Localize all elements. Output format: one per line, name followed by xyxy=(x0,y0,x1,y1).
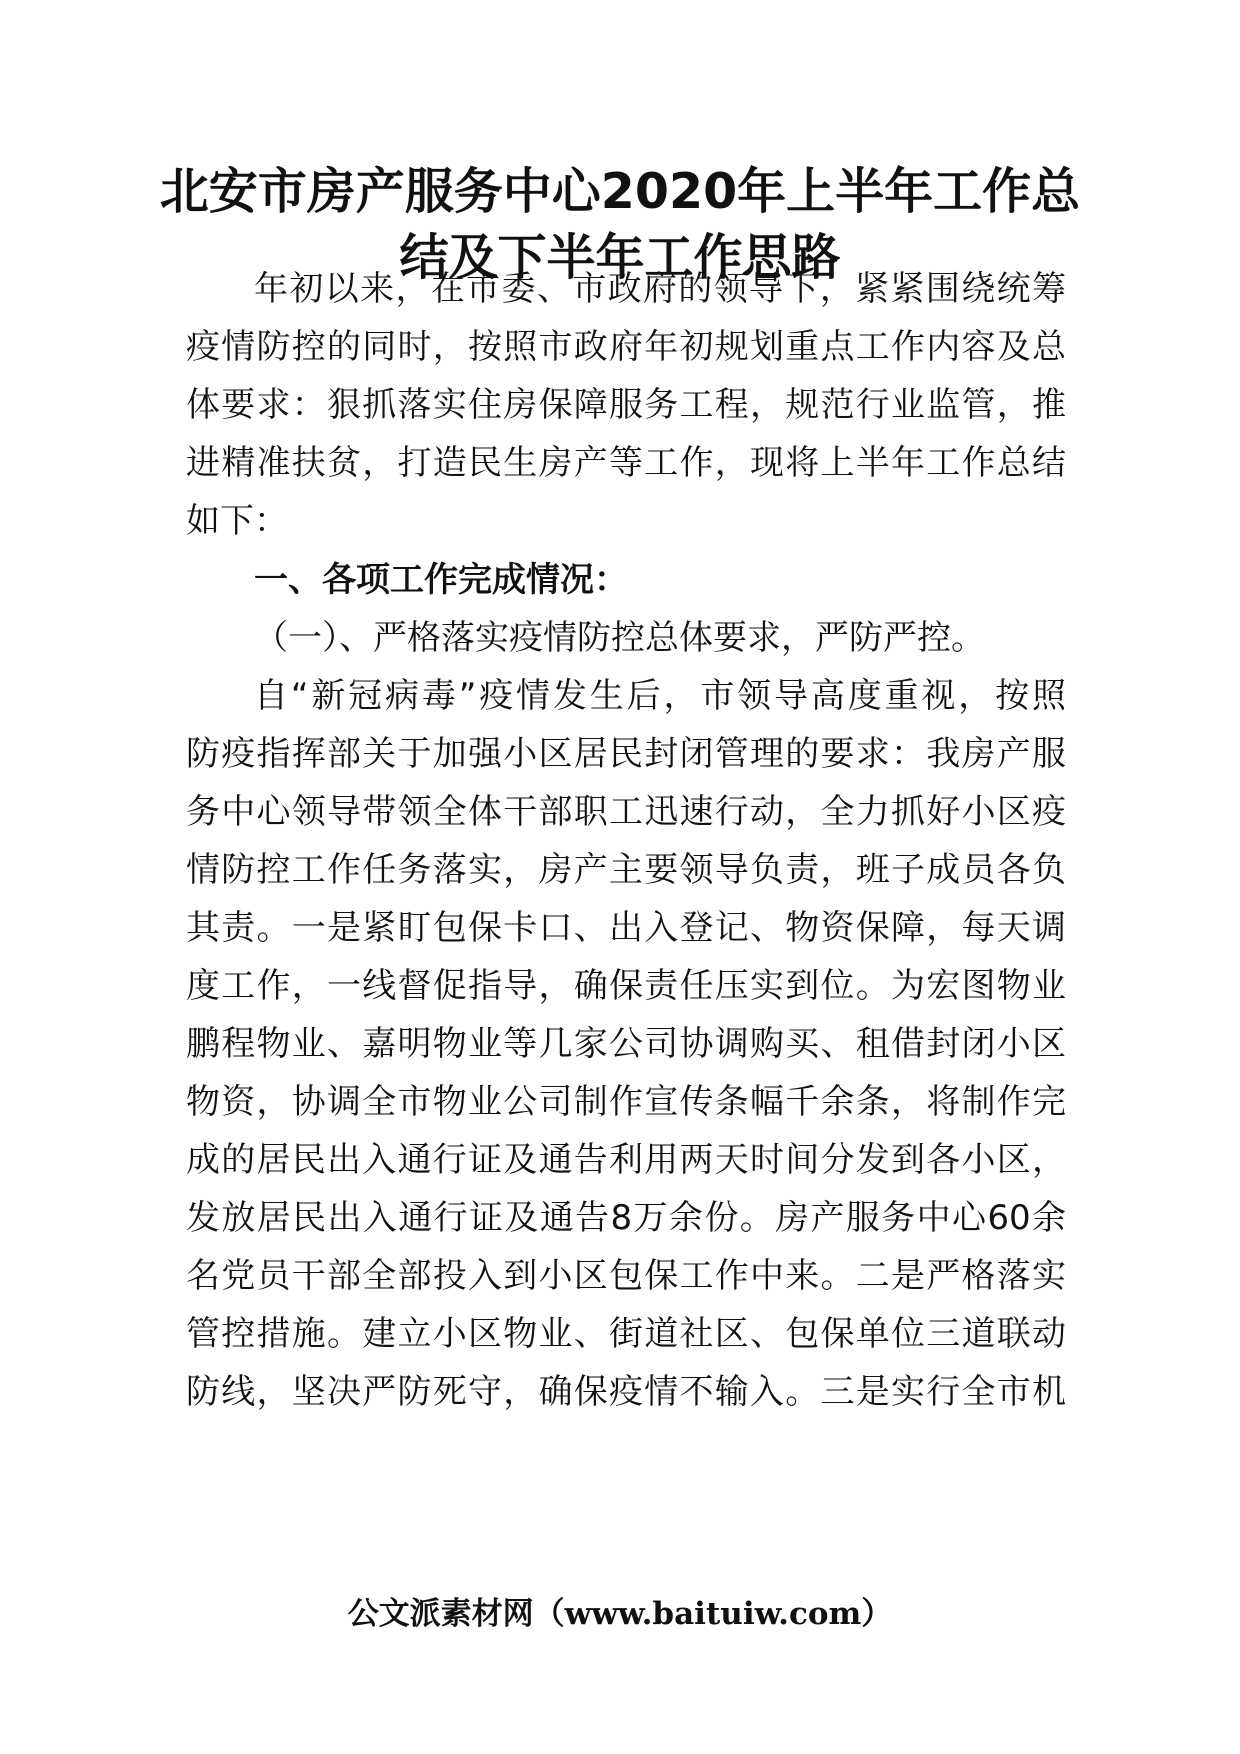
document-title-line-1: 北安市房产服务中心2020年上半年工作总 xyxy=(159,163,1081,220)
section-heading: 一、各项工作完成情况： xyxy=(254,560,628,600)
body-line: 自“新冠病毒”疫情发生后，市领导高度重视，按照 xyxy=(254,676,1066,716)
body-line: 防疫指挥部关于加强小区居民封闭管理的要求：我房产服 xyxy=(186,734,1066,774)
body-line: 务中心领导带领全体干部职工迅速行动，全力抓好小区疫 xyxy=(186,792,1066,832)
body-line: 成的居民出入通行证及通告利用两天时间分发到各小区， xyxy=(186,1140,1066,1180)
body-line: 鹏程物业、嘉明物业等几家公司协调购买、租借封闭小区 xyxy=(186,1024,1066,1064)
body-line: 物资，协调全市物业公司制作宣传条幅千余条，将制作完 xyxy=(186,1082,1066,1122)
body-line: 年初以来，在市委、市政府的领导下，紧紧围绕统筹 xyxy=(254,269,1066,309)
subsection-heading: （一）、严格落实疫情防控总体要求，严防严控。 xyxy=(254,618,985,658)
body-line: 发放居民出入通行证及通告8万余份。房产服务中心60余 xyxy=(186,1198,1066,1238)
body-line: 其责。一是紧盯包保卡口、出入登记、物资保障，每天调 xyxy=(186,908,1066,948)
footer-source: 公文派素材网（www.baituiw.com） xyxy=(347,1596,893,1632)
body-line: 情防控工作任务落实，房产主要领导负责，班子成员各负 xyxy=(186,850,1066,890)
body-line: 名党员干部全部投入到小区包保工作中来。二是严格落实 xyxy=(186,1256,1066,1296)
body-line: 防线，坚决严防死守，确保疫情不输入。三是实行全市机 xyxy=(186,1372,1066,1412)
body-line: 如下： xyxy=(186,501,288,541)
body-line: 疫情防控的同时，按照市政府年初规划重点工作内容及总 xyxy=(186,327,1066,367)
body-line: 管控措施。建立小区物业、街道社区、包保单位三道联动 xyxy=(186,1314,1066,1354)
body-line: 体要求：狠抓落实住房保障服务工程，规范行业监管，推 xyxy=(186,385,1066,425)
body-line: 度工作，一线督促指导，确保责任压实到位。为宏图物业 xyxy=(186,966,1066,1006)
document-title-line-2: 结及下半年工作思路 xyxy=(399,229,841,286)
body-line: 进精准扶贫，打造民生房产等工作，现将上半年工作总结 xyxy=(186,443,1066,483)
